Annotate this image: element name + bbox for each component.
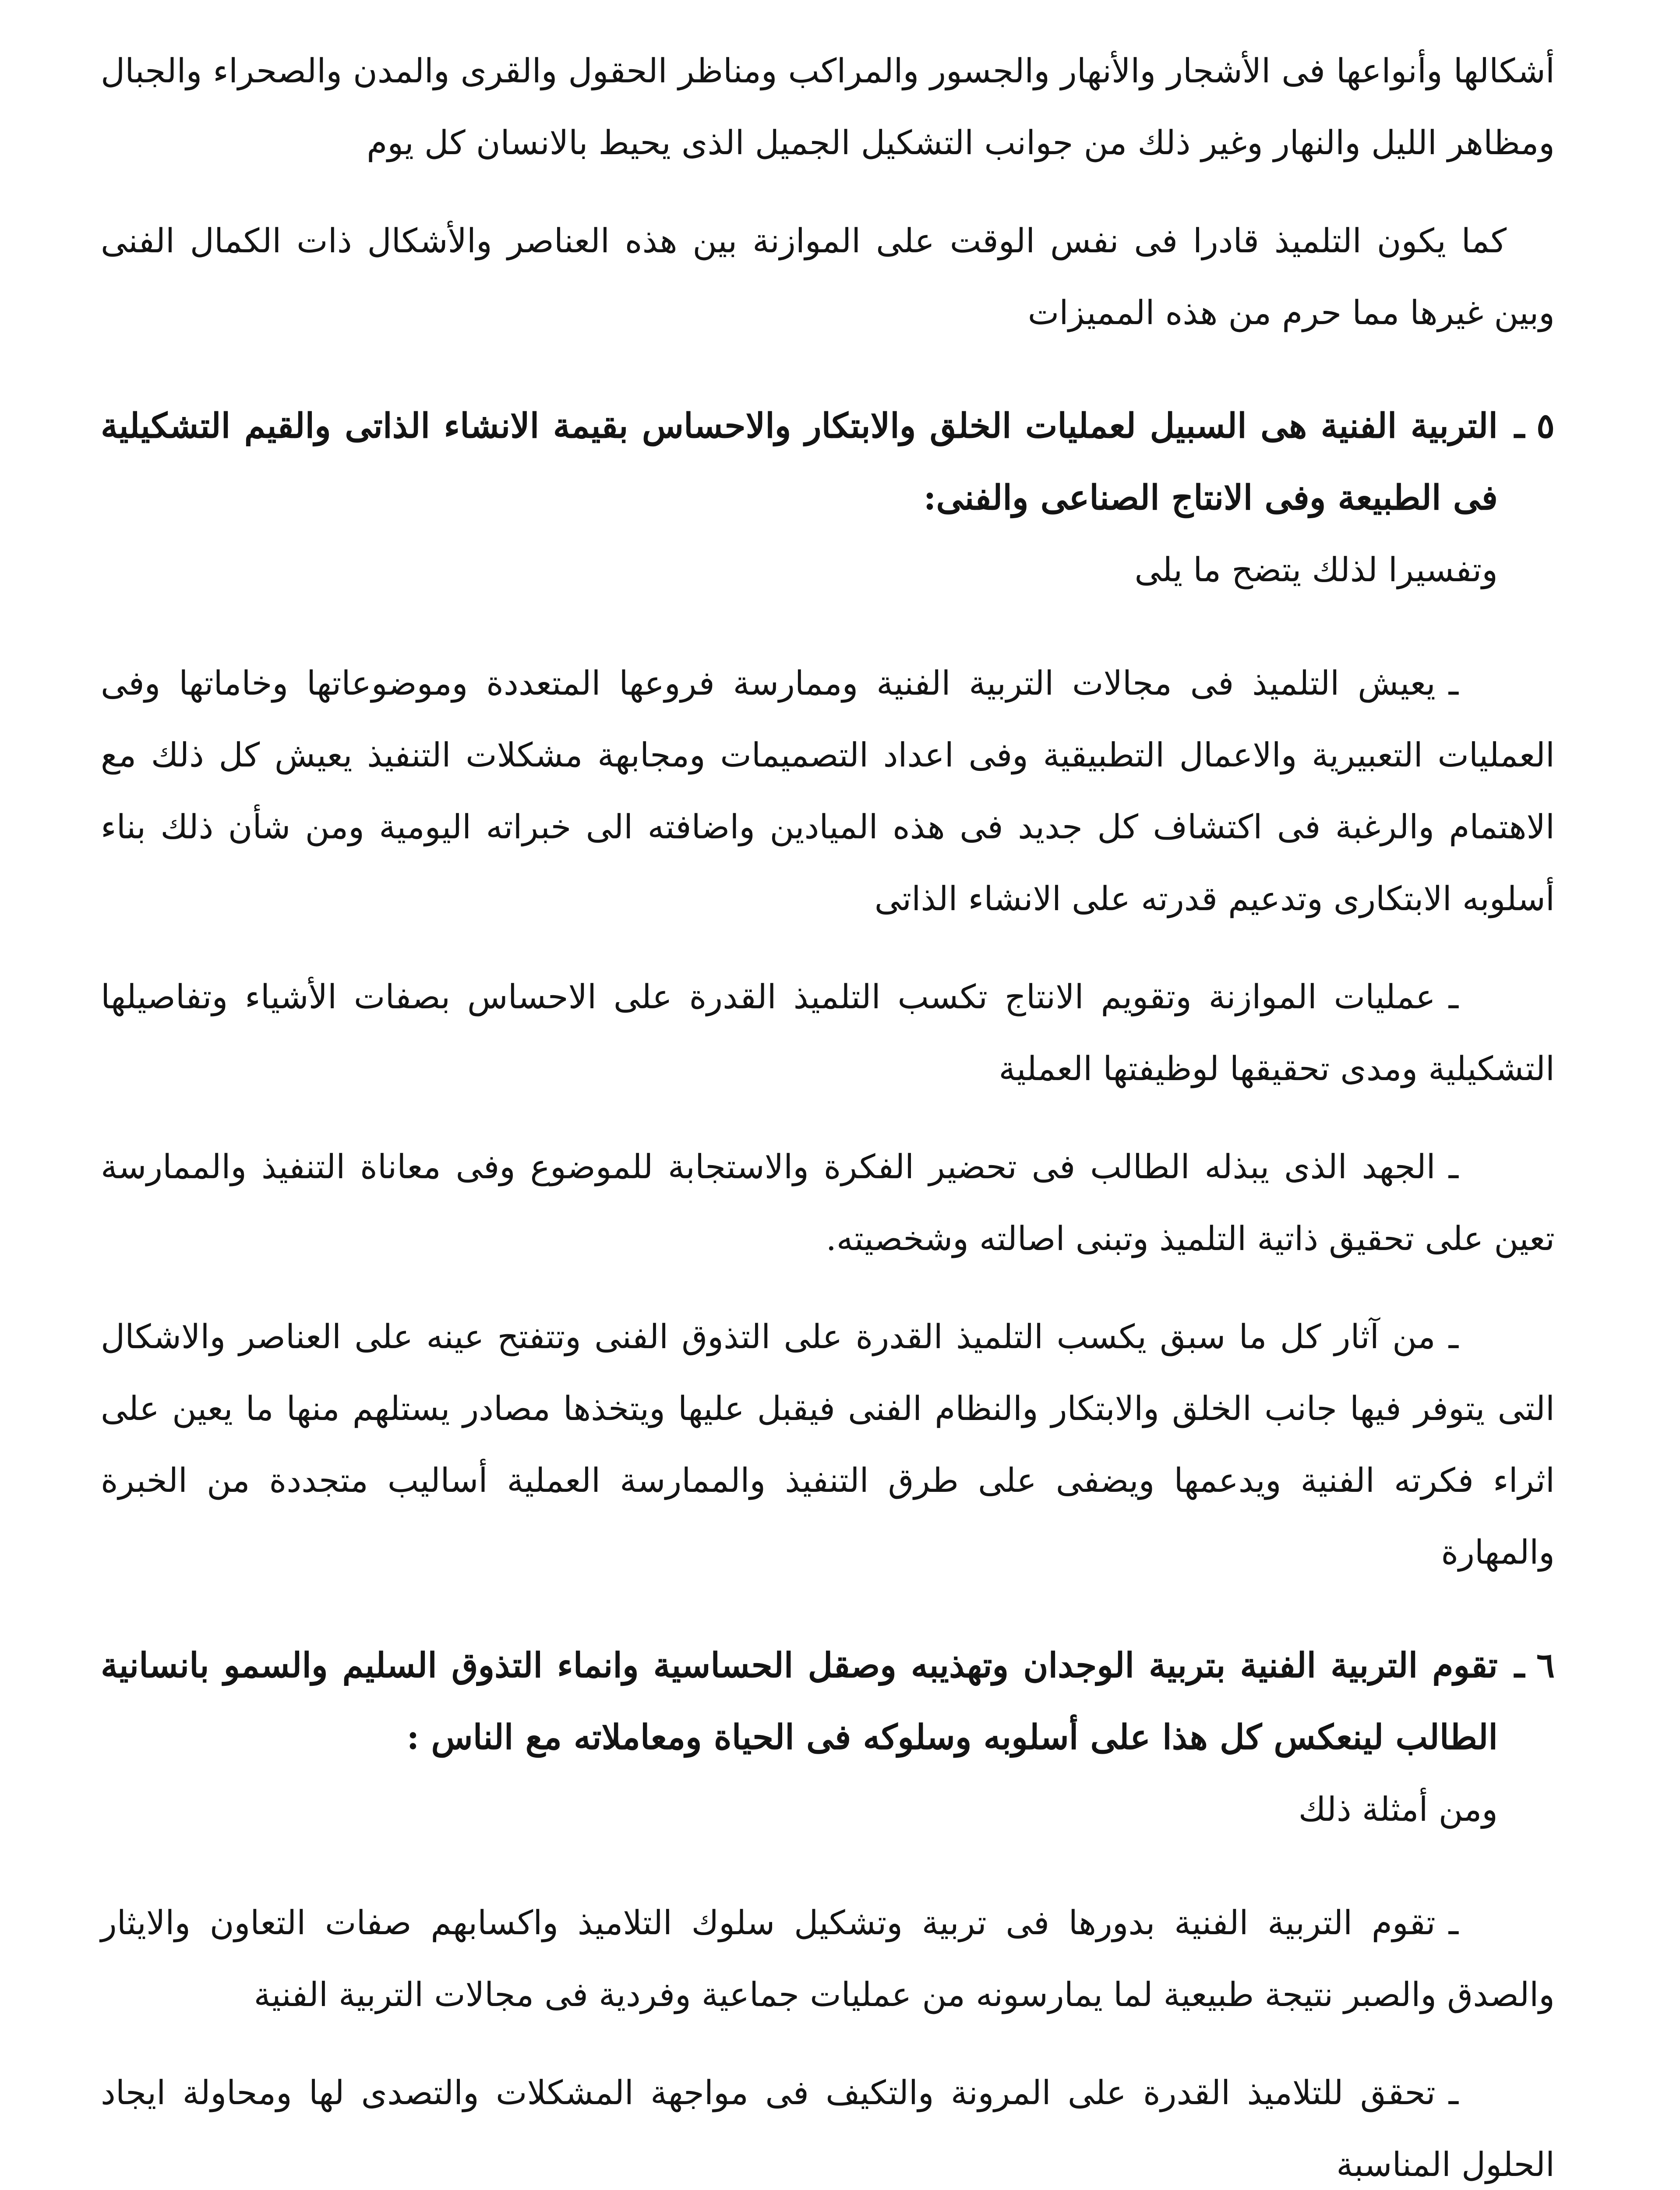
section-5-intro: وتفسيرا لذلك يتضح ما يلى (1134, 550, 1498, 589)
bullet-text: من آثار كل ما سبق يكسب التلميذ القدرة على التذوق الفنى وتتفتح عينه على العناصر والاشكال التى يتوفر فيها جانب الخلق والابتكار والنظام الفنى فيقبل عليها ويتخذها مصادر يستلهم منها ما يعين على اثراء فكرته الفنية ويدعمها ويضفى على طرق التنفيذ والممارسة العملية أساليب متجددة من الخبرة والمهارة (101, 1317, 1555, 1572)
bullet-text: تقوم التربية الفنية بدورها فى تربية وتشكيل سلوك التلاميذ واكسابهم صفات التعاون والايثار والصدق والصبر نتيجة طبيعية لما يمارسونه من عمليات جماعية وفردية فى مجالات التربية الفنية (101, 1903, 1555, 2014)
section-5 (101, 390, 1555, 1588)
bullet-text: يعيش التلميذ فى مجالات التربية الفنية وممارسة فروعها المتعددة وموضوعاتها وخاماتها وفى العمليات التعبيرية والاعمال التطبيقية وفى اعداد التصميمات ومجابهة مشكلات التنفيذ يعيش كل ذلك مع الاهتمام والرغبة فى اكتشاف كل جديد فى هذه الميادين واضافته الى خبراته اليومية ومن شأن ذلك بناء أسلوبه الابتكارى وتدعيم قدرته على الانشاء الذاتى (101, 664, 1555, 918)
section-5-number: ٥ ـ (1514, 406, 1555, 446)
section-5-bullet-1 (101, 647, 1555, 935)
section-6-heading-text: تقوم التربية الفنية بتربية الوجدان وتهذيبه وصقل الحساسية وانماء التذوق السليم والسمو بانسانية الطالب لينعكس كل هذا على أسلوبه وسلوكه فى الحياة ومعاملاته مع الناس : (101, 1646, 1498, 1757)
section-6-heading (101, 1630, 1555, 1773)
section-6-bullet-1 (101, 1887, 1555, 2031)
paragraph-comparison: كما يكون التلميذ قادرا فى نفس الوقت على الموازنة بين هذه العناصر والأشكال ذات الكمال الفنى وبين غيرها مما حرم من هذه المميزات (101, 221, 1555, 332)
document-page (101, 35, 1555, 2190)
section-5-heading-text: التربية الفنية هى السبيل لعمليات الخلق والابتكار والاحساس بقيمة الانشاء الذاتى والقيم التشكيلية فى الطبيعة وفى الانتاج الصناعى والفنى: (101, 406, 1498, 518)
section-6-intro: ومن أمثلة ذلك (1298, 1790, 1498, 1829)
bullet-dash: ـ (1448, 1903, 1458, 1942)
bullet-dash: ـ (1448, 664, 1458, 703)
bullet-dash: ـ (1448, 2073, 1458, 2112)
bullet-dash: ـ (1448, 977, 1458, 1016)
section-5-heading (101, 390, 1555, 534)
bullet-text: عمليات الموازنة وتقويم الانتاج تكسب التلميذ القدرة على الاحساس بصفات الأشياء وتفاصيلها التشكيلية ومدى تحقيقها لوظيفتها العملية (101, 977, 1555, 1088)
bullet-dash: ـ (1448, 1147, 1458, 1186)
section-5-bullet-3 (101, 1131, 1555, 1275)
section-5-bullet-4 (101, 1301, 1555, 1588)
section-6 (101, 1630, 1555, 2190)
section-6-number: ٦ ـ (1514, 1646, 1555, 1685)
paragraph-continuation: أشكالها وأنواعها فى الأشجار والأنهار والجسور والمراكب ومناظر الحقول والقرى والمدن والصحراء والجبال ومظاهر الليل والنهار وغير ذلك من جوانب التشكيل الجميل الذى يحيط بالانسان كل يوم (101, 51, 1555, 162)
bullet-dash: ـ (1448, 1317, 1458, 1356)
bullet-text: تحقق للتلاميذ القدرة على المرونة والتكيف فى مواجهة المشكلات والتصدى لها ومحاولة ايجاد الحلول المناسبة (101, 2073, 1555, 2184)
section-5-bullet-2 (101, 961, 1555, 1105)
section-6-bullet-2 (101, 2057, 1555, 2190)
bullet-text: الجهد الذى يبذله الطالب فى تحضير الفكرة والاستجابة للموضوع وفى معاناة التنفيذ والممارسة تعين على تحقيق ذاتية التلميذ وتبنى اصالته وشخصيته. (101, 1147, 1555, 1258)
